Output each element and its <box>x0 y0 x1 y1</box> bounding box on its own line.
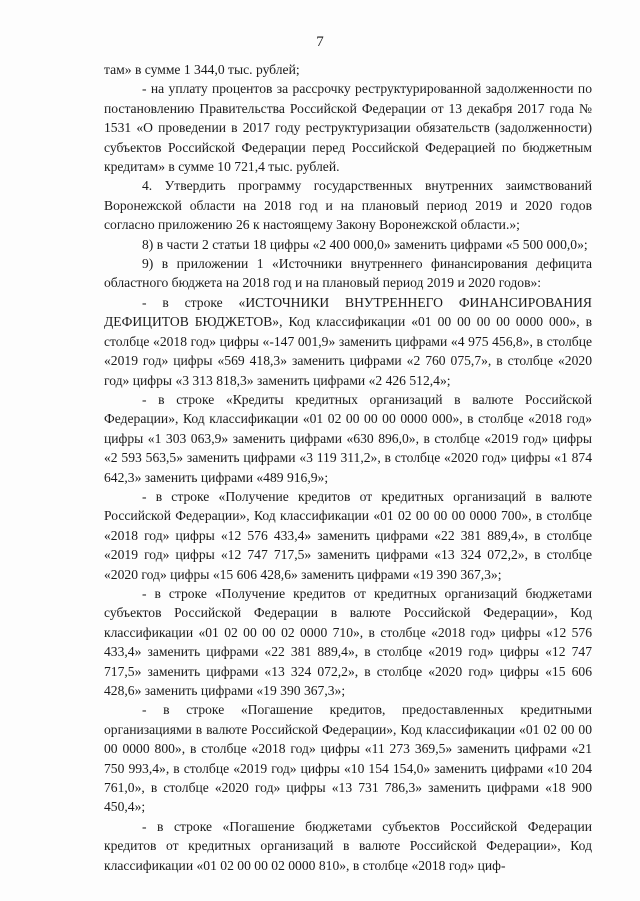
paragraph: там» в сумме 1 344,0 тыс. рублей; <box>104 62 300 77</box>
paragraph: - в строке «Погашение бюджетами субъектов Российской Федерации кредитов от кредитных организаций в валюте Российской Федерации», Код классификации «01 02 00 00 02 0000 810», в столбце «2018 год» циф- <box>104 818 592 873</box>
paragraph: 8) в части 2 статьи 18 цифры «2 400 000,0» заменить цифрами «5 500 000,0»; <box>142 236 588 252</box>
paragraph: - в строке «ИСТОЧНИКИ ВНУТРЕННЕГО ФИНАНСИРОВАНИЯ ДЕФИЦИТОВ БЮДЖЕТОВ», Код классификации «01 00 00 00 00 0000 000», в столбце «2018 год» цифры «-147 001,9» заменить цифрами «4 975 456,8», в столбце «2019 год» цифры «569 418,3» заменить цифрами «2 760 075,7», в столбце «2020 год» цифры «3 313 818,3» заменить цифрами «2 426 512,4»; <box>104 294 592 388</box>
paragraph: - в строке «Погашение кредитов, предоставленных кредитными организациями в валюте Российской Федерации», Код классификации «01 02 00 00 00 0000 800», в столбце «2018 год» цифры «11 273 369,5» заменить цифрами «21 750 993,4», в столбце «2019 год» цифры «10 154 154,0» заменить цифрами «10 204 761,0», в столбце «2020 год» цифры «13 731 786,3» заменить цифрами «18 900 450,4»; <box>104 702 592 815</box>
paragraph: - в строке «Кредиты кредитных организаций в валюте Российской Федерации», Код классификации «01 02 00 00 00 0000 000», в столбце «2018 год» цифры «1 303 063,9» заменить цифрами «630 896,0», в столбце «2019 год» цифры «2 593 563,5» заменить цифрами «3 119 311,2», в столбце «2020 год» цифры «1 874 642,3» заменить цифрами «489 916,9»; <box>104 391 592 485</box>
paragraph: - в строке «Получение кредитов от кредитных организаций в валюте Российской Федерации», Код классификации «01 02 00 00 00 0000 700», в столбце «2018 год» цифры «12 576 433,4» заменить цифрами «22 381 889,4», в столбце «2019 год» цифры «12 747 717,5» заменить цифрами «13 324 072,2», в столбце «2020 год» цифры «15 606 428,6» заменить цифрами «19 390 367,3»; <box>104 488 592 582</box>
document-body <box>104 60 592 875</box>
paragraph: - на уплату процентов за рассрочку реструктурированной задолженности по постановлению Правительства Российской Федерации от 13 декабря 2017 года № 1531 «О проведении в 2017 году реструктуризации обязательств (задолженности) субъектов Российской Федерации перед Российской Федерацией по бюджетным кредитам» в сумме 10 721,4 тыс. рублей. <box>104 81 592 175</box>
paragraph: - в строке «Получение кредитов от кредитных организаций бюджетами субъектов Российской Федерации в валюте Российской Федерации», Код классификации «01 02 00 00 02 0000 710», в столбце «2018 год» цифры «12 576 433,4» заменить цифрами «22 381 889,4», в столбце «2019 год» цифры «12 747 717,5» заменить цифрами «13 324 072,2», в столбце «2020 год» цифры «15 606 428,6» заменить цифрами «19 390 367,3»; <box>104 585 592 698</box>
paragraph: 9) в приложении 1 «Источники внутреннего финансирования дефицита областного бюджета на 2018 год и на плановый период 2019 и 2020 годов»: <box>104 256 592 291</box>
paragraph: 4. Утвердить программу государственных внутренних заимствований Воронежской области на 2018 год и на плановый период 2019 и 2020 годов согласно приложению 26 к настоящему Закону Воронежской области.»; <box>104 178 592 233</box>
page-number: 7 <box>316 34 324 50</box>
